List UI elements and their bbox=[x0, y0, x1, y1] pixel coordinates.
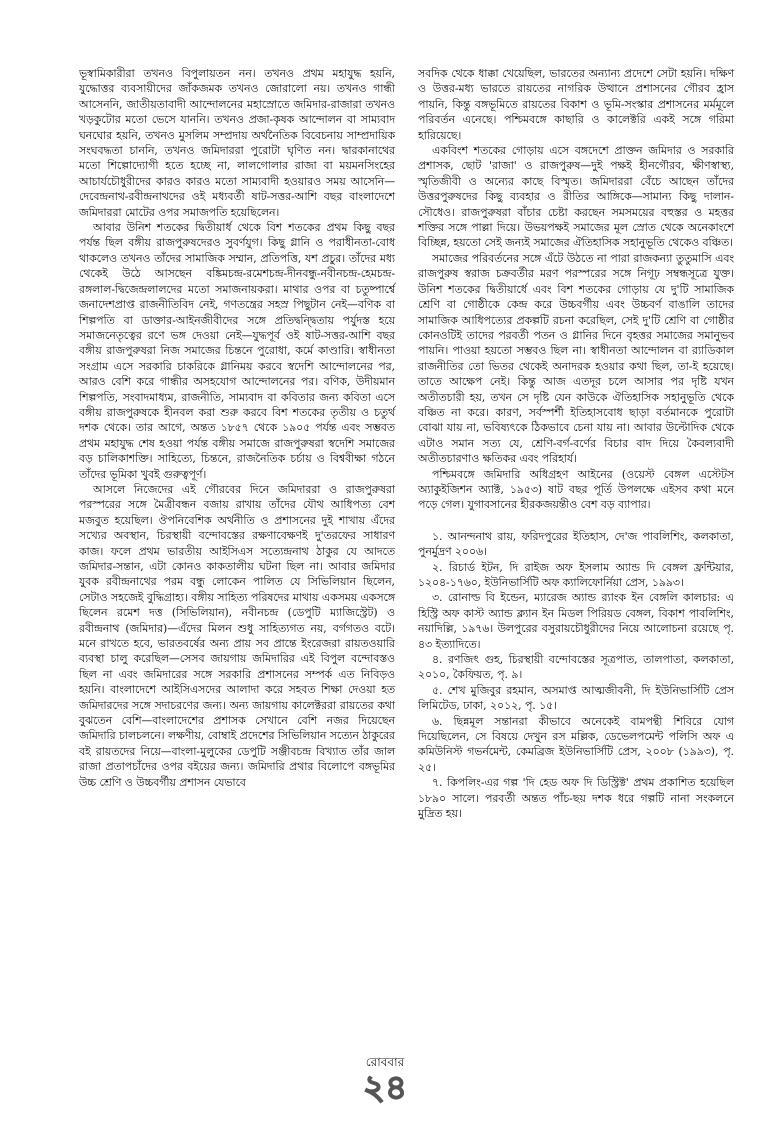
page-number: ২৪ bbox=[362, 1068, 408, 1108]
reference-item: ৭. কিপলিং-এর গল্প 'দি হেড অফ দি ডিস্ট্রিক্ট' প্রথম প্রকাশিত হয়েছিল ১৮৯০ সালে। পরবর্তী অন্তত পাঁচ-ছয় দশক ধরে গল্পটি নানা সংকলনে মুদ্রিত হয়। bbox=[418, 776, 734, 821]
references-list bbox=[418, 529, 734, 822]
paragraph: সবদিক থেকে ধাক্কা খেয়েছিল, ভারতের অন্যান্য প্রদেশে সেটা হয়নি। দক্ষিণ ও উত্তর-মধ্য ভারতে রায়তের নাগরিক উত্থানে প্রশাসনের গৌরব হ্রাস পায়নি, কিন্তু বঙ্গভূমিতে রায়তের বিকাশ ও ভূমি-সংস্কার প্রশাসনের মর্মমূলে পরিবর্তন এনেছে। পশ্চিমবঙ্গে কাছারি ও কালেক্টরি একই সঙ্গে গরিমা হারিয়েছে। bbox=[418, 67, 734, 142]
reference-item: ৪. রণজিৎ গুহ, চিরস্থায়ী বন্দোবস্তের সূত্রপাত, তালপাতা, কলকাতা, ২০১০, কৈফিয়ত, পৃ. ৯। bbox=[418, 653, 734, 682]
paragraph: একবিংশ শতকের গোড়ায় এসে বঙ্গদেশে প্রাক্তন জমিদার ও সরকারি প্রশাসক, ছোট 'রাজা' ও রাজপুরুষ—দুই পক্ষই হীনগৌরব, ক্ষীণস্বাস্থ্য, স্মৃতিজীবী ও অন্যের কাছে বিস্মৃত। জমিদাররা বেঁচে আছেন তাঁদের উত্তরপুরুষদের কিছু ব্যবহার ও রীতির আঙ্গিকে—সামান্য কিছু দালান-সৌধেও। রাজপুরুষরা বাঁচার চেষ্টা করছেন সমসময়ের বহুস্তর ও মহত্তর শক্তির সঙ্গে পাল্লা দিয়ে। উভয়পক্ষই সমাজের মূল স্রোত থেকে অনেকাংশে বিচ্ছিন্ন, হয়তো সেই জন্যই সমাজের ঐতিহাসিক সহানুভূতি থেকেও বঞ্চিত। bbox=[418, 144, 734, 250]
reference-item: ১. আনন্দনাথ রায়, ফরিদপুরের ইতিহাস, দে'জ পাবলিশিং, কলকাতা, পুনর্মুদ্রণ ২০০৬। bbox=[418, 529, 734, 559]
reference-item: ২. রিচার্ড ইটন, দি রাইজ অফ ইসলাম অ্যান্ড দি বেঙ্গল ফ্রন্টিয়ার, ১২০৪-১৭৬০, ইউনিভার্সিটি অফ ক্যালিফোর্নিয়া প্রেস, ১৯৯৩। bbox=[418, 560, 734, 589]
paragraph: পশ্চিমবঙ্গে জমিদারি অধিগ্রহণ আইনের (ওয়েস্ট বেঙ্গল এস্টেটস অ্যাকুইজিশন অ্যাক্ট, ১৯৫৩) ষাট বছর পূর্তি উপলক্ষে এইসব কথা মনে পড়ে গেল। যুগাবসানের হীরকজয়ন্তীও বেশ বড় ব্যাপার। bbox=[418, 467, 734, 512]
left-column bbox=[79, 66, 395, 790]
paragraph: আসলে নিজেদের এই গৌরবের দিনে জমিদাররা ও রাজপুরুষরা পরস্পরের সঙ্গে মৈত্রীবন্ধন বজায় রাখায় তাঁদের যৌথ আধিপত্য বেশ মজবুত হয়েছিল। ঔপনিবেশিক অর্থনীতি ও প্রশাসনের দুই শাখায় এঁদের সখ্যের অবস্থান, চিরস্থায়ী বন্দোবস্তের রক্ষণাবেক্ষণই দু'তরফের সাধারণ কাজ। ফলে প্রথম ভারতীয় আইসিএস সত্যেন্দ্রনাথ ঠাকুর যে আদতে জমিদার-সন্তান, এটা কোনও কাকতালীয় ঘটনা ছিল না। আবার জমিদার যুবক রবীন্দ্রনাথের পরম বন্ধু লোকেন পালিত যে সিভিলিয়ান ছিলেন, সেটাও সহজেই বুদ্ধিগ্রাহ্য। বঙ্গীয় সাহিত্য পরিষদের মাথায় একসময় একসঙ্গে ছিলেন রমেশ দত্ত (সিভিলিয়ান), নবীনচন্দ্র (ডেপুটি ম্যাজিস্ট্রেট) ও রবীন্দ্রনাথ (জমিদার)—এঁদের মিলন শুধু সাহিত্যগত নয়, বর্গগতও বটে। মনে রাখতে হবে, ভারতবর্ষের অন্য প্রায় সব প্রান্তে ইংরেজরা রায়তওয়ারি ব্যবস্থা চালু করেছিল—সেসব জায়গায় জমিদারির এই বিপুল বন্দোবস্তও ছিল না এবং জমিদারের সঙ্গে সরকারি প্রশাসনের সম্পর্ক এত নিবিড়ও হয়নি। বাংলাদেশে আইসিএসদের আলাদা করে সহবত শিক্ষা দেওয়া হত জমিদারদের সঙ্গে সদাচরণের জন্য। অন্য জায়গায় কালেক্টররা রায়তের কথা বুঝতেন বেশি—বাংলাদেশের প্রশাসক সেখানে বেশি নজর দিয়েছেন জমিদারি চালচলনে। লক্ষণীয়, বোম্বাই প্রদেশের সিভিলিয়ান সত্যেন ঠাকুরের বই রায়তদের নিয়ে—বাংলা-মুলুকের ডেপুটি সঞ্জীবচন্দ্র বিখ্যাত তাঁর জাল রাজা প্রতাপচাঁদের ওপর বইয়ের জন্য। জমিদারি প্রথার বিলোপে বঙ্গভূমির উচ্চ শ্রেণি ও উচ্চবর্গীয় প্রশাসন যেভাবে bbox=[79, 482, 395, 789]
paragraph: সমাজের পরিবর্তনের সঙ্গে এঁটে উঠতে না পারা রাজকন্যা তুতুমাসি এবং রাজপুরুষ স্বরাজ চক্রবর্তীর মরণ পরস্পরের সঙ্গে নিগূঢ় সম্বন্ধসূত্রে যুক্ত। উনিশ শতকের দ্বিতীয়ার্ধে এবং বিশ শতকের গোড়ায় যে দু'টি সামাজিক শ্রেণি বা গোষ্ঠীকে কেন্দ্র করে উচ্চবর্গীয় এবং উচ্চবর্ণ বাঙালি তাদের সামাজিক আধিপত্যের প্রকল্পটি রচনা করেছিল, সেই দু'টি শ্রেণি বা গোষ্ঠীর কোনওটিই তাদের পরবর্তী পতন ও গ্লানির দিনে বৃহত্তর সমাজের সমানুভব পায়নি। পাওয়া হয়তো সম্ভবও ছিল না। স্বাধীনতা আন্দোলন বা র‍্যাডিকাল রাজনীতির তো ভিতর থেকেই অনাদরক হওয়ার কথা ছিল, তা-ই হয়েছে। তাতে আক্ষেপ নেই। কিন্তু আজ এতদূর চলে আসার পর দৃষ্টি যখন অতীতচারী হয়, তখন সে দৃষ্টি যেন কাউকে ঐতিহাসিক সহানুভূতি থেকে বঞ্চিত না করে। কারণ, সর্বস্পর্শী ইতিহাসবোধ ছাড়া বর্তমানকে পুরোটা বোঝা যায় না, ভবিষ্যৎকে ঠিকভাবে চেনা যায় না। আবার উল্টোদিক থেকে এটাও সমান সত্য যে, শ্রেণি-বর্গ-বর্ণের বিচার বাদ দিয়ে কৈবল্যবাদী অতীতচারণাও ক্ষতিকর এবং পরিহার্য। bbox=[418, 251, 734, 466]
right-column bbox=[418, 66, 734, 822]
reference-item: ৩. রোনাল্ড বি ইন্ডেন, ম্যারেজ অ্যান্ড র‍্যাংক ইন বেঙ্গলি কালচার: এ হিস্ট্রি অফ কাস্ট অ্যান্ড ক্ল্যান ইন মিডল পিরিয়ড বেঙ্গল, বিকাশ পাবলিশিং, নয়াদিল্লি, ১৯৭৬। উলপুরের বসুরায়চৌধুরীদের নিয়ে আলোচনা রয়েছে পৃ. ৪৩ ইত্যাদিতে। bbox=[418, 591, 734, 651]
magazine-name: রোববার bbox=[365, 1055, 405, 1069]
paragraph: আবার উনিশ শতকের দ্বিতীয়ার্ধ থেকে বিশ শতকের প্রথম কিছু বছর পর্যন্ত ছিল বঙ্গীয় রাজপুরুষদেরও সুবর্ণযুগ। কিছু গ্লানি ও পরাধীনতা-বোধ থাকলেও তখনও তাঁদের সামাজিক সম্মান, প্রতিপত্তি, যশ প্রচুর। তাঁদের মধ্য থেকেই উঠে আসছেন বঙ্কিমচন্দ্র-রমেশচন্দ্র-দীনবন্ধু-নবীনচন্দ্র-হেমচন্দ্র-রঙ্গলাল-দ্বিজেন্দ্রলালদের মতো সমাজনায়করা। মাথার ওপর বা চতুষ্পার্শ্বে জনাদেশপ্রাপ্ত রাজনীতিবিদ নেই, গণতন্ত্রের সহস্র পিছুটান নেই—বণিক বা শিল্পপতি বা ডাক্তার-আইনজীবীদের সঙ্গে প্রতিদ্বন্দ্বিতায় পর্যুদস্ত হয়ে সমাজনেতৃত্বের রণে ভঙ্গ দেওয়া নেই—যুদ্ধপূর্ব ওই ষাট-সত্তর-আশি বছর বঙ্গীয় রাজপুরুষরা নিজ সমাজের চিন্তনে পুরোধা, কর্মে কাণ্ডারি। স্বাধীনতা সংগ্রাম এসে সরকারি চাকরিকে গ্লানিময় করবে স্বদেশি আন্দোলনের পর, আরও বেশি করে গান্ধীর অসহযোগ আন্দোলনের পর। বণিক, উদীয়মান শিল্পপতি, সংবাদমাধ্যম, রাজনীতি, সাম্যবাদ বা কবিতার জন্য কবিতা এসে বঙ্গীয় রাজপুরুষকে হীনবল করা শুরু করবে বিশ শতকের তৃতীয় ও চতুর্থ দশক থেকে। তার আগে, অন্তত ১৮৫৭ থেকে ১৯০৫ পর্যন্ত এবং সম্ভবত প্রথম মহাযুদ্ধ শেষ হওয়া পর্যন্ত বঙ্গীয় সমাজে রাজপুরুষরা স্বদেশি সমাজের বড় চালিকাশক্তি। সাহিত্যে, চিন্তনে, রাজনৈতিক চর্চায় ও বিশ্ববীক্ষা গঠনে তাঁদের ভূমিকা খুবই গুরুত্বপূর্ণ। bbox=[79, 221, 395, 481]
paragraph: ভূস্বামিকারীরা তখনও বিপুলায়তন নন। তখনও প্রথম মহাযুদ্ধ হয়নি, যুদ্ধোত্তর ব্যবসায়ীদের জাঁকজমক তখনও জোরালো নয়। তখনও গান্ধী আসেননি, জাতীয়তাবাদী আন্দোলনের মহাস্রোতে জমিদার-রাজারা তখনও খড়কুটোর মতো ভেসে যাননি। তখনও প্রজা-কৃষক আন্দোলন বা সাম্যবাদ ঘনঘোর হয়নি, তখনও মুসলিম সম্প্রদায় অর্থনৈতিক বিবেচনায় সাম্প্রদায়িক সংঘবদ্ধতা চাননি, তখনও জমিদাররা পুরোটা ঘৃণিত নন। দ্বারকানাথের মতো শিল্পোদ্যোগী হতে হচ্ছে না, লালগোলার রাজা বা ময়মনসিংহের আচার্যচৌধুরীদের কারও কারও মতো সাম্যবাদী হওয়ারও সময় আসেনি—দেবেন্দ্রনাথ-রবীন্দ্রনাথদের ওই মধ্যবর্তী ষাট-সত্তর-আশি বছর বাংলাদেশে জমিদাররা মোটের ওপর সমাজপতি হয়েছিলেন। bbox=[79, 67, 395, 219]
reference-item: ৫. শেখ মুজিবুর রহমান, অসমাপ্ত আত্মজীবনী, দি ইউনিভার্সিটি প্রেস লিমিটেড, ঢাকা, ২০১২, পৃ. ১৫। bbox=[418, 683, 734, 713]
page-footer bbox=[0, 1055, 770, 1107]
reference-item: ৬. ছিন্নমূল সন্তানরা কীভাবে অনেকেই বামপন্থী শিবিরে যোগ দিয়েছিলেন, সে বিষয়ে দেখুন রস মল্লিক, ডেভেলপমেন্ট পলিসি অফ এ কমিউনিস্ট গভর্নমেন্ট, কেমব্রিজ ইউনিভার্সিটি প্রেস, ২০০৮ (১৯৯৩), পৃ. ২৫। bbox=[418, 714, 734, 774]
section-gap bbox=[418, 513, 734, 523]
